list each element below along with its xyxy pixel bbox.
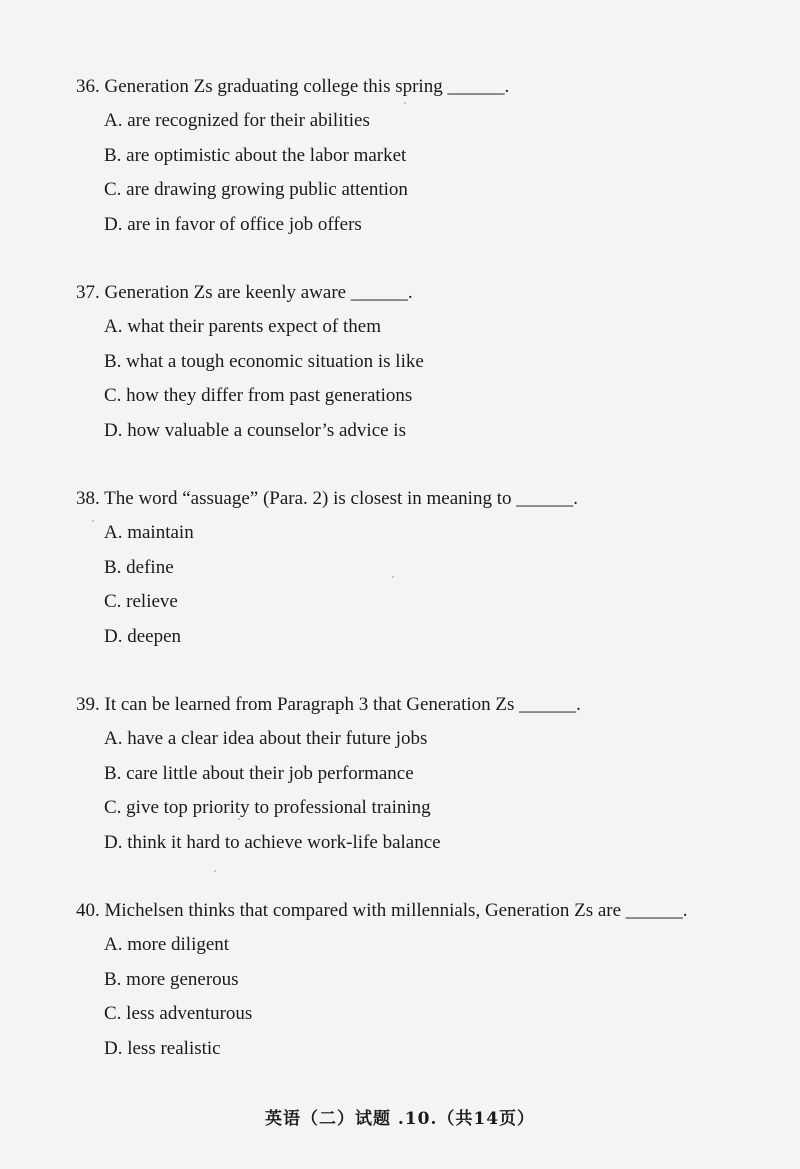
option-d: D. are in favor of office job offers <box>104 213 362 235</box>
page-footer: 英语（二）试题 .10.（共14页） <box>264 1109 536 1129</box>
option-b: B. care little about their job performance <box>104 762 414 784</box>
option-d: D. think it hard to achieve work-life balance <box>104 831 441 853</box>
question-stem: 36. Generation Zs graduating college this spring ______. <box>76 76 510 97</box>
question-stem: 37. Generation Zs are keenly aware ______. <box>76 282 413 303</box>
option-d: D. how valuable a counselor’s advice is <box>104 419 406 441</box>
option-a: A. what their parents expect of them <box>104 316 381 338</box>
option-c: C. relieve <box>104 591 178 613</box>
option-b: B. are optimistic about the labor market <box>104 144 407 166</box>
option-c: C. less adventurous <box>104 1003 253 1025</box>
option-c: C. are drawing growing public attention <box>104 179 408 201</box>
option-d: D. less realistic <box>104 1037 221 1059</box>
question-stem: 39. It can be learned from Paragraph 3 that Generation Zs ______. <box>76 694 581 715</box>
option-a: A. have a clear idea about their future jobs <box>104 728 428 750</box>
option-a: A. maintain <box>104 522 194 544</box>
option-b: B. define <box>104 556 174 578</box>
question-39 <box>76 693 756 855</box>
option-b: B. more generous <box>104 968 239 990</box>
option-a: A. more diligent <box>104 934 230 956</box>
question-stem: 38. The word “assuage” (Para. 2) is closest in meaning to ______. <box>76 488 578 509</box>
option-b: B. what a tough economic situation is like <box>104 350 424 372</box>
option-c: C. how they differ from past generations <box>104 385 413 407</box>
question-38 <box>76 487 756 649</box>
question-stem: 40. Michelsen thinks that compared with millennials, Generation Zs are ______. <box>76 900 688 921</box>
option-d: D. deepen <box>104 625 182 647</box>
question-37 <box>76 281 756 443</box>
option-c: C. give top priority to professional training <box>104 797 431 819</box>
question-36 <box>76 75 756 237</box>
question-40 <box>76 899 756 1061</box>
option-a: A. are recognized for their abilities <box>104 110 370 132</box>
scan-speck <box>214 870 216 872</box>
